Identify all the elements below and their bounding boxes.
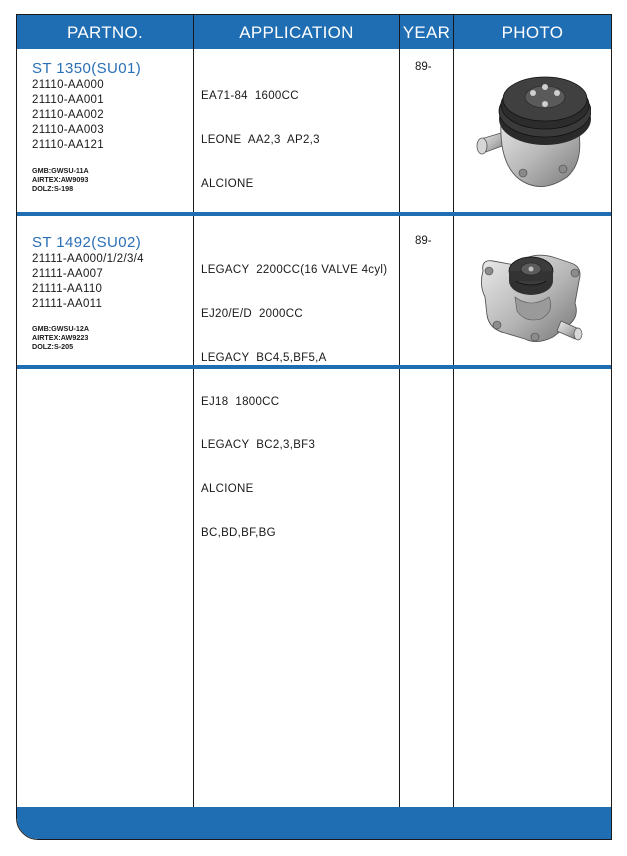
application-line: EA71-84 1600CC (201, 90, 299, 103)
column-divider (399, 15, 400, 807)
header-photo: PHOTO (501, 23, 564, 42)
oem-number: 21111-AA011 (32, 298, 103, 310)
water-pump-pulley-icon (471, 71, 591, 197)
oem-number: 21110-AA000 (32, 79, 104, 91)
application-line: LEGACY BC2,3,BF3 (201, 439, 316, 452)
year-value: 89- (415, 61, 432, 73)
oem-number: 21110-AA003 (32, 124, 104, 136)
application-line: ALCIONE (201, 177, 254, 190)
cross-reference: AIRTEX:AW9223 (32, 333, 89, 342)
application-line: EJ18 1800CC (201, 395, 280, 408)
oem-number-list (32, 252, 144, 312)
year-value: 89- (415, 235, 432, 247)
table-header (17, 15, 611, 49)
oem-number: 21111-AA110 (32, 283, 103, 295)
header-application: APPLICATION (239, 23, 354, 42)
column-divider (453, 15, 454, 807)
application-line: ALCIONE (201, 483, 254, 496)
water-pump-housing-icon (475, 241, 587, 349)
oem-number: 21110-AA001 (32, 94, 104, 106)
cross-reference: DOLZ:S-198 (32, 184, 74, 193)
oem-number: 21111-AA007 (32, 268, 104, 280)
cross-reference-list (32, 324, 89, 351)
oem-number-list (32, 78, 104, 153)
catalog-page (16, 14, 612, 840)
footer-bar (17, 807, 611, 840)
application-line: BC,BD,BF,BG (201, 526, 276, 539)
application-line: LEGACY BC4,5,BF5,A (201, 351, 327, 364)
cross-reference: GMB:GWSU-11A (32, 166, 89, 175)
application-line: LEGACY 2200CC(16 VALVE 4cyl) (201, 264, 388, 277)
part-number-title: ST 1350(SU01) (32, 60, 142, 77)
cross-reference-list (32, 166, 89, 193)
header-part-no: PARTNO. (66, 23, 144, 42)
column-divider (193, 15, 194, 807)
oem-number: 21111-AA000/1/2/3/4 (32, 253, 144, 265)
oem-number: 21110-AA002 (32, 109, 104, 121)
application-list (201, 60, 320, 221)
cross-reference: GMB:GWSU-12A (32, 324, 90, 333)
application-line: LEONE AA2,3 AP2,3 (201, 133, 320, 146)
application-list (201, 234, 387, 570)
application-line: EJ20/E/D 2000CC (201, 307, 303, 320)
header-year: YEAR (402, 23, 451, 42)
oem-number: 21110-AA121 (32, 139, 104, 151)
cross-reference: DOLZ:S-205 (32, 342, 74, 351)
part-number-title: ST 1492(SU02) (32, 234, 142, 251)
cross-reference: AIRTEX:AW9093 (32, 175, 89, 184)
